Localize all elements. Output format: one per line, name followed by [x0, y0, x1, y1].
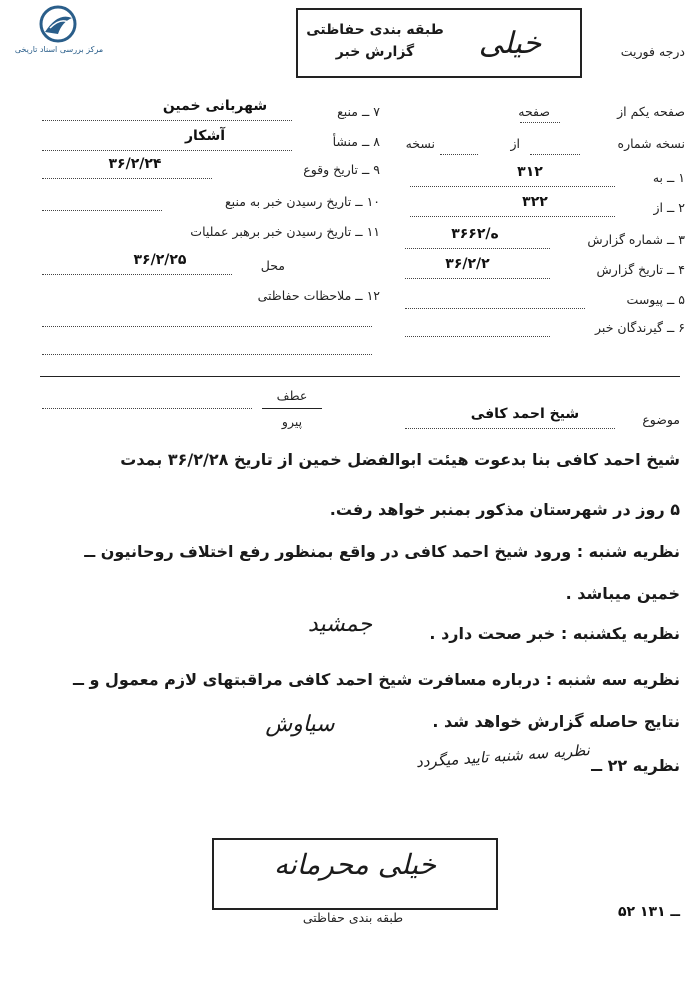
archive-logo-icon: [28, 4, 88, 44]
annotation-22: نظریه سه شنبه تایید میگردد: [415, 741, 591, 772]
body-line-6: نظریه سه شنبه : درباره مسافرت شیخ احمد کافی مراقبتهای لازم معمول و ــ: [73, 670, 680, 689]
report-date-label: ۴ ــ تاریخ گزارش: [596, 262, 685, 277]
footer-classification-caption: طبقه بندی حفاظتی: [302, 910, 404, 925]
body-line-3: نظریه شنبه : ورود شیخ احمد کافی در واقع بمنظور رفع اختلاف روحانیون ــ: [84, 542, 680, 561]
subject-dots: [405, 428, 615, 429]
event-date-label: ۹ ــ تاریخ وقوع: [303, 162, 380, 177]
received-date-label: ۱۰ ــ تاریخ رسیدن خبر به منبع: [225, 194, 380, 209]
event-date-value: ۳۶/۲/۲۴: [108, 156, 162, 172]
from-value: ۳۲۲: [522, 194, 548, 210]
attachment-dots: [405, 308, 585, 309]
copy-total-dots: [440, 154, 478, 155]
archive-logo-caption: مرکز بررسی اسناد تاریخی: [14, 45, 104, 54]
report-number-value: ۳۶۶۲/ه: [451, 226, 499, 242]
subject-label: موضوع: [642, 412, 680, 427]
body-line-4: خمین میباشد .: [565, 584, 680, 603]
copy-label: نسخه شماره: [617, 136, 685, 151]
copy-suffix: نسخه: [405, 136, 435, 151]
page-code: ۵۲ ــ ۱۳۱: [617, 904, 680, 920]
recipients-dots: [405, 336, 550, 337]
protection-notes-label: ۱۲ ــ ملاحظات حفاظتی: [257, 288, 380, 303]
annotation-tuesday: سیاوش: [265, 712, 335, 737]
body-line-1: شیخ احمد کافی بنا بدعوت هیئت ابوالفضل خمین از تاریخ ۳۶/۲/۲۸ بمدت: [120, 450, 680, 469]
source-dots: [42, 120, 292, 121]
attachment-label: ۵ ــ پیوست: [626, 292, 685, 307]
body-line-5: نظریه یکشنبه : خبر صحت دارد .: [429, 624, 680, 643]
page-label: صفحه یکم از: [617, 104, 685, 119]
copy-from: از: [510, 136, 520, 151]
classification-stamp-title: طبقه بندی حفاظتی: [306, 22, 444, 38]
origin-dots: [42, 150, 292, 151]
classification-handwritten: خیلی: [478, 26, 542, 61]
body-line-2: ۵ روز در شهرستان مذکور بمنبر خواهد رفت.: [329, 500, 680, 519]
annotation-sunday: جمشید: [307, 612, 373, 637]
from-label: ۲ ــ از: [653, 200, 685, 215]
event-date-dots: [42, 178, 212, 179]
follow-up-label: پیرو: [281, 414, 303, 429]
body-line-7: نتایج حاصله گزارش خواهد شد .: [432, 712, 680, 731]
report-date-dots: [405, 278, 550, 279]
protection-notes-dots-1: [42, 326, 372, 327]
report-number-dots: [405, 248, 550, 249]
to-value: ۳۱۲: [517, 164, 543, 180]
source-value: شهربانی خمین: [162, 98, 268, 114]
reference-divider: [262, 408, 322, 409]
protection-notes-dots-2: [42, 354, 372, 355]
received-date-dots: [42, 210, 162, 211]
section-divider: [40, 376, 680, 377]
urgency-label: درجه فوریت: [620, 44, 685, 59]
to-dots: [410, 186, 615, 187]
report-number-label: ۳ ــ شماره گزارش: [587, 232, 685, 247]
subject-value: شیخ احمد کافی: [470, 406, 580, 422]
place-label: محل: [260, 258, 285, 273]
footer-stamp-handwritten: خیلی محرمانه: [273, 848, 437, 881]
recipients-label: ۶ ــ گیرندگان خبر: [595, 320, 685, 335]
reference-label: عطف: [276, 388, 308, 403]
reference-dots: [42, 408, 252, 409]
ops-date-label: ۱۱ ــ تاریخ رسیدن خبر برهبر عملیات: [190, 224, 380, 239]
to-label: ۱ ــ به: [652, 170, 685, 185]
copy-dots: [530, 154, 580, 155]
page-suffix: صفحه: [518, 104, 550, 119]
from-dots: [410, 216, 615, 217]
page-dots: [520, 122, 560, 123]
origin-value: آشکار: [184, 128, 226, 144]
origin-label: ۸ ــ منشأ: [332, 134, 380, 149]
body-line-8: نظریه ۲۲ ــ: [591, 756, 680, 775]
place-value: ۳۶/۲/۲۵: [133, 252, 187, 268]
report-type-title: گزارش خبر: [335, 44, 415, 60]
report-date-value: ۳۶/۲/۲: [445, 256, 490, 272]
source-label: ۷ ــ منبع: [337, 104, 380, 119]
archive-logo: [4, 4, 114, 58]
place-dots: [42, 274, 232, 275]
